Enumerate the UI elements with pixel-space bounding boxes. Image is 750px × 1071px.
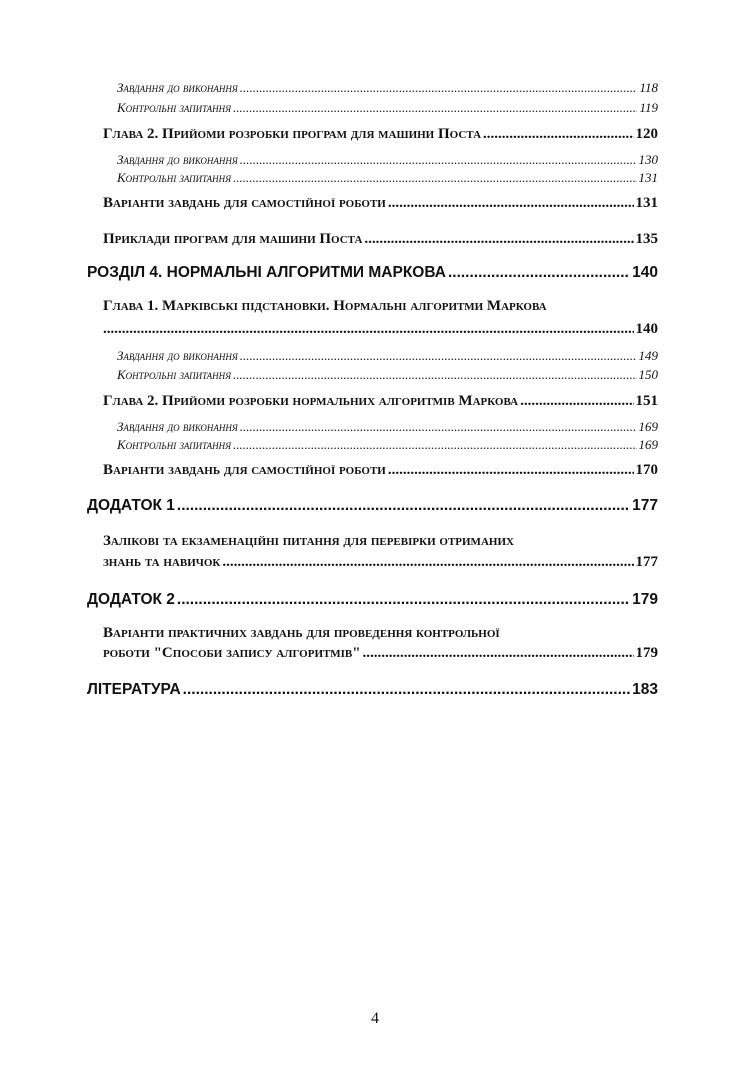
toc-entry-title[interactable]: Варіанти практичних завдань для проведення контрольної	[103, 625, 500, 641]
toc-entry-page: 179	[635, 645, 658, 661]
toc-entry[interactable]	[117, 170, 658, 186]
dot-leader	[233, 170, 636, 186]
dot-leader	[233, 437, 636, 453]
toc-entry-title: Контрольні запитання	[117, 170, 232, 185]
toc-entry[interactable]	[103, 231, 658, 248]
toc-entry-title[interactable]: Залікові та екзаменаційні питання для перевірки отриманих	[103, 533, 514, 549]
toc-entry-title: Глава 2. Прийоми розробки нормальних алгоритмів Маркова	[103, 393, 519, 409]
toc-entry-title[interactable]: Глава 1. Марківські підстановки. Нормальні алгоритми Маркова	[103, 298, 547, 314]
toc-entry-page: 119	[639, 100, 658, 115]
dot-leader	[177, 591, 630, 609]
toc-entry-page: 140	[635, 321, 658, 337]
dot-leader	[183, 681, 630, 699]
dot-leader	[177, 497, 630, 515]
toc-entry[interactable]	[103, 645, 658, 662]
toc-entry-page: 118	[639, 80, 658, 95]
toc-entry-page: 179	[632, 591, 658, 608]
toc-entry[interactable]	[117, 437, 658, 453]
toc-entry-title: Контрольні запитання	[117, 100, 232, 115]
toc-entry-title: Контрольні запитання	[117, 367, 232, 382]
toc-entry-page: 169	[638, 437, 658, 452]
toc-entry[interactable]	[103, 393, 658, 410]
dot-leader	[483, 126, 633, 143]
toc-entry-page: 149	[638, 348, 658, 363]
toc-entry-page: 177	[635, 554, 658, 570]
toc-entry[interactable]	[117, 100, 658, 116]
toc-entry-page: 170	[635, 462, 658, 478]
toc-entry[interactable]	[87, 497, 658, 515]
toc-entry-page: 183	[632, 681, 658, 698]
page-number: 4	[371, 1010, 379, 1027]
toc-entry[interactable]	[117, 367, 658, 383]
toc-entry-page: 169	[638, 419, 658, 434]
dot-leader	[240, 152, 637, 168]
toc-entry[interactable]	[117, 152, 658, 168]
toc-entry-title: роботи "Способи запису алгоритмів"	[103, 645, 361, 661]
toc-entry-title: Завдання до виконання	[117, 348, 238, 363]
toc-entry[interactable]	[103, 462, 658, 479]
dot-leader	[222, 554, 633, 571]
dot-leader	[103, 321, 634, 338]
toc-entry[interactable]	[87, 681, 658, 699]
toc-entry-page: 131	[638, 170, 658, 185]
toc-entry-title: ЛІТЕРАТУРА	[87, 681, 181, 698]
dot-leader	[240, 348, 637, 364]
toc-entry-title: Варіанти завдань для самостійної роботи	[103, 195, 386, 211]
toc-entry[interactable]	[117, 348, 658, 364]
toc-entry-title: Завдання до виконання	[117, 152, 238, 167]
dot-leader	[363, 645, 634, 662]
toc-entry-title: ДОДАТОК 1	[87, 497, 175, 514]
toc-entry-title: Завдання до виконання	[117, 80, 238, 95]
dot-leader	[240, 80, 638, 96]
toc-entry-page: 177	[632, 497, 658, 514]
toc-entry-title: Завдання до виконання	[117, 419, 238, 434]
dot-leader	[388, 462, 634, 479]
dot-leader	[240, 419, 637, 435]
toc-entry-page: 150	[638, 367, 658, 382]
toc-entry-page: 135	[635, 231, 658, 247]
dot-leader	[388, 195, 634, 212]
toc-entry[interactable]	[103, 195, 658, 212]
toc-entry-title: Глава 2. Прийоми розробки програм для машини Поста	[103, 126, 482, 142]
toc-entry-page: 130	[638, 152, 658, 167]
toc-entry-title: РОЗДІЛ 4. НОРМАЛЬНІ АЛГОРИТМИ МАРКОВА	[87, 264, 446, 281]
toc-entry[interactable]	[87, 264, 658, 282]
toc-entry[interactable]	[117, 419, 658, 435]
toc-entry[interactable]	[103, 554, 658, 571]
toc-entry-title: знань та навичок	[103, 554, 221, 570]
dot-leader	[448, 264, 630, 282]
toc-entry-page: 151	[635, 393, 658, 409]
dot-leader	[233, 367, 636, 383]
toc-entry-title: Варіанти завдань для самостійної роботи	[103, 462, 386, 478]
toc-entry[interactable]	[117, 80, 658, 96]
toc-entry-page: 140	[632, 264, 658, 281]
dot-leader	[520, 393, 633, 410]
toc-entry-title: Приклади програм для машини Поста	[103, 231, 363, 247]
toc-entry-page: 120	[635, 126, 658, 142]
toc-entry[interactable]	[103, 126, 658, 143]
toc-entry-title: ДОДАТОК 2	[87, 591, 175, 608]
toc-entry[interactable]	[103, 321, 658, 338]
toc-entry[interactable]	[87, 591, 658, 609]
toc-entry-page: 131	[635, 195, 658, 211]
toc-entry-title: Контрольні запитання	[117, 437, 232, 452]
dot-leader	[233, 100, 637, 116]
dot-leader	[364, 231, 633, 248]
